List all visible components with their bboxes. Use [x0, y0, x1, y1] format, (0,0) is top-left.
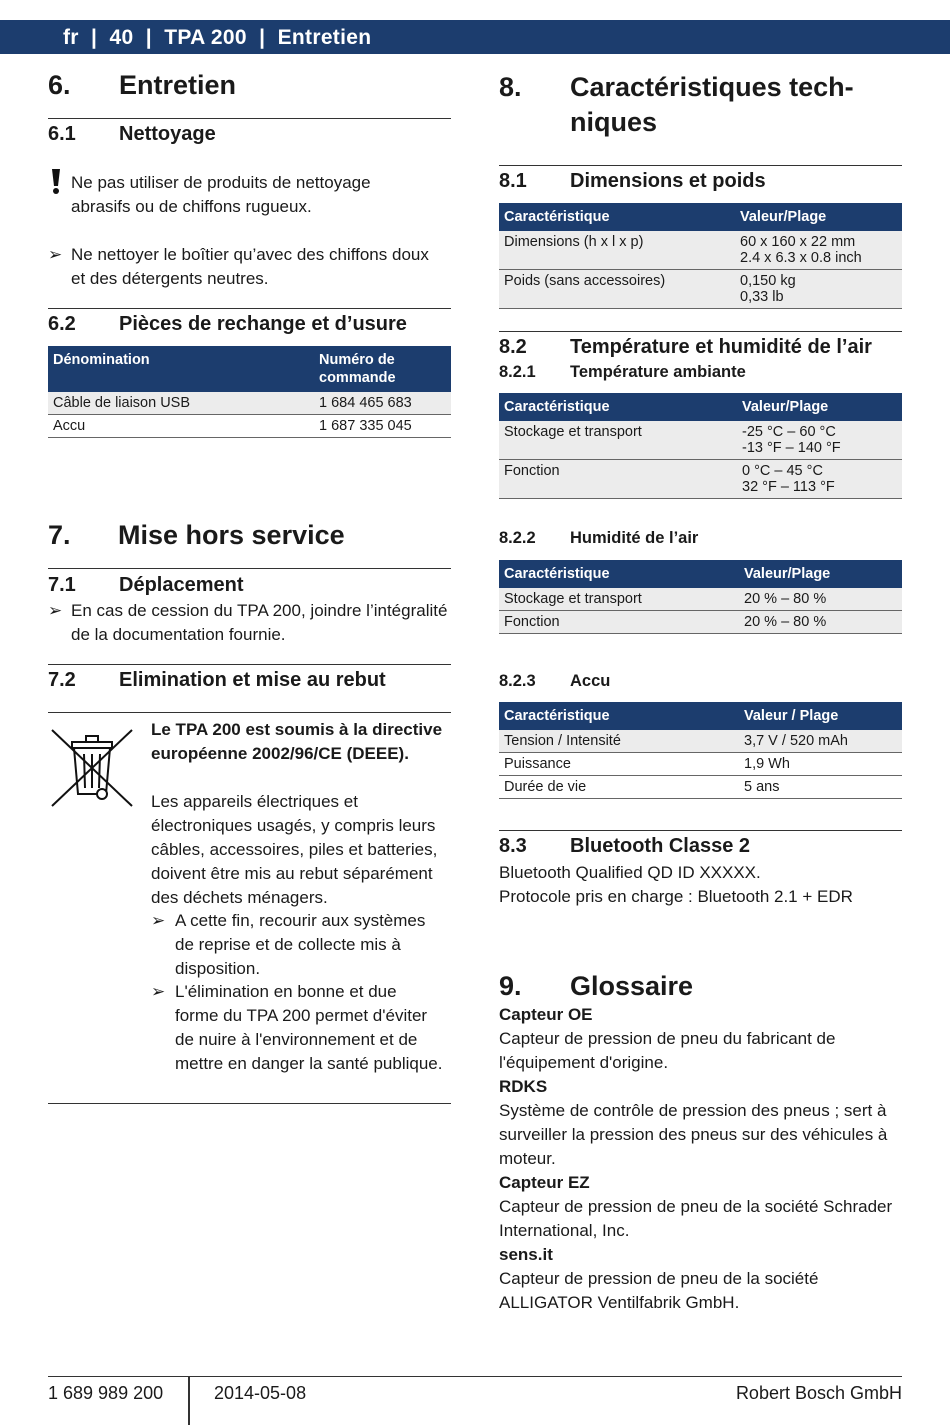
section-number: 8.2.1 [499, 363, 536, 381]
section-title: Entretien [119, 70, 237, 100]
table-header-row [499, 702, 902, 730]
bluetooth-id-text: Bluetooth Qualified QD ID XXXXX. [499, 863, 761, 882]
humidity-table [499, 560, 902, 634]
section-number: 7. [48, 520, 71, 550]
spec-value: 20 % – 80 % [739, 588, 902, 611]
weee-directive-text: Le TPA 200 est soumis à la directive européenne 2002/96/CE (DEEE). [151, 720, 443, 763]
column-header: Dénomination [48, 346, 314, 392]
part-number: 1 684 465 683 [314, 392, 451, 415]
table-header-row [499, 393, 902, 421]
crossed-bin-icon [50, 728, 134, 808]
spec-name: Stockage et transport [499, 588, 739, 611]
spec-value: 5 ans [739, 776, 902, 799]
section-8-1-heading [499, 170, 899, 193]
glossary-definition: Capteur de pression de pneu de la société ALLIGATOR Ventilfabrik GmbH. [499, 1269, 819, 1312]
divider [48, 664, 451, 665]
glossary-definition: Capteur de pression de pneu de la société Schrader International, Inc. [499, 1197, 893, 1240]
running-header [63, 20, 371, 56]
header-sep: | [91, 26, 98, 49]
section-8-3-heading [499, 835, 899, 858]
table-row [499, 611, 902, 634]
section-8-heading [499, 70, 899, 140]
glossary-term: RDKS [499, 1077, 548, 1096]
spec-value: 1,9 Wh [739, 753, 902, 776]
section-title: Elimination et mise au rebut [119, 669, 386, 691]
divider [48, 308, 451, 309]
header-product: TPA 200 [164, 26, 247, 49]
spec-name: Poids (sans accessoires) [499, 270, 735, 309]
column-header: Valeur/Plage [737, 393, 902, 421]
column-header: Valeur/Plage [735, 203, 902, 231]
spec-value-fahrenheit: -13 °F – 140 °F [742, 440, 841, 456]
section-title: Humidité de l’air [570, 529, 699, 547]
section-7-heading [48, 520, 448, 551]
footer-document-number: 1 689 989 200 [48, 1383, 164, 1403]
table-row [48, 392, 451, 415]
section-8-2-1-heading [499, 363, 899, 382]
section-title: Glossaire [570, 971, 694, 1001]
dimensions-table [499, 203, 902, 309]
divider [499, 830, 902, 831]
header-page-number: 40 [109, 26, 134, 49]
warning-text: Ne pas utiliser de produits de nettoyage abrasifs ou de chiffons rugueux. [71, 173, 371, 216]
glossary-term: Capteur EZ [499, 1173, 590, 1192]
section-title: Caractéristiques tech- [570, 72, 854, 102]
section-number: 8.1 [499, 170, 527, 192]
section-7-2-heading [48, 669, 448, 692]
spec-value: 20 % – 80 % [739, 611, 902, 634]
spec-value [737, 421, 902, 460]
divider [48, 568, 451, 569]
header-sep: | [259, 26, 266, 49]
section-number: 9. [499, 971, 522, 1001]
spare-parts-table [48, 346, 451, 438]
footer-separator [188, 1377, 190, 1425]
part-name: Câble de liaison USB [48, 392, 314, 415]
spec-name: Stockage et transport [499, 421, 737, 460]
section-8-2-2-heading [499, 529, 899, 548]
section-7-1-heading [48, 574, 448, 597]
section-title: Température ambiante [570, 363, 746, 381]
glossary-definition: Capteur de pression de pneu du fabricant de l'équipement d'origine. [499, 1029, 836, 1072]
column-header: Caractéristique [499, 393, 737, 421]
battery-table [499, 702, 902, 799]
section-title: Nettoyage [119, 123, 216, 145]
warning-icon [48, 167, 68, 197]
section-number: 8.2 [499, 336, 527, 358]
table-row [499, 730, 902, 753]
table-header-row [48, 346, 451, 392]
temperature-table [499, 393, 902, 499]
section-8-2-3-heading [499, 672, 899, 691]
column-header: Numéro de commande [314, 346, 451, 392]
table-row [499, 421, 902, 460]
part-name: Accu [48, 415, 314, 438]
section-number: 8. [499, 72, 522, 102]
spec-value-metric: 0,150 kg [740, 273, 796, 289]
section-8-2-heading [499, 336, 909, 359]
spec-name: Tension / Intensité [499, 730, 739, 753]
section-title: Accu [570, 672, 611, 690]
arrow-icon: ➢ [48, 601, 63, 620]
transfer-step: En cas de cession du TPA 200, joindre l’intégralité de la documentation fournie. [71, 601, 448, 644]
table-header-row [499, 560, 902, 588]
section-number: 8.2.2 [499, 529, 536, 547]
table-row [499, 460, 902, 499]
spec-value-imperial: 0,33 lb [740, 289, 784, 305]
spec-name: Dimensions (h x l x p) [499, 231, 735, 270]
arrow-icon: ➢ [48, 245, 63, 264]
spec-name: Fonction [499, 460, 737, 499]
table-row [48, 415, 451, 438]
glossary-term: sens.it [499, 1245, 553, 1264]
footer-rule [48, 1376, 902, 1377]
header-bar [0, 20, 950, 54]
divider [48, 1103, 451, 1104]
section-6-2-heading [48, 313, 448, 336]
header-section: Entretien [277, 26, 372, 49]
footer-date: 2014-05-08 [214, 1383, 307, 1403]
section-title: Mise hors service [118, 520, 345, 550]
section-title: Pièces de rechange et d’usure [119, 313, 407, 335]
table-row [499, 231, 902, 270]
table-row [499, 776, 902, 799]
spec-name: Puissance [499, 753, 739, 776]
spec-value [735, 231, 902, 270]
divider [48, 712, 451, 713]
column-header: Valeur/Plage [739, 560, 902, 588]
section-title-continued: niques [570, 107, 658, 137]
column-header: Caractéristique [499, 702, 739, 730]
spec-value-metric: 60 x 160 x 22 mm [740, 234, 856, 250]
cleaning-step: Ne nettoyer le boîtier qu’avec des chiffons doux et des détergents neutres. [71, 245, 429, 288]
glossary-definition: Système de contrôle de pression des pneus ; sert à surveiller la pression des pneus sur des véhicules à moteur. [499, 1101, 888, 1168]
arrow-icon: ➢ [151, 911, 166, 930]
spec-value-imperial: 2.4 x 6.3 x 0.8 inch [740, 250, 862, 266]
part-number: 1 687 335 045 [314, 415, 451, 438]
glossary-list [499, 1003, 899, 1315]
footer-company: Robert Bosch GmbH [735, 1383, 902, 1403]
spec-value-fahrenheit: 32 °F – 113 °F [742, 479, 835, 495]
section-title: Température et humidité de l’air [570, 336, 872, 358]
table-header-row [499, 203, 902, 231]
table-row [499, 753, 902, 776]
glossary-term: Capteur OE [499, 1005, 593, 1024]
spec-name: Durée de vie [499, 776, 739, 799]
column-header: Valeur / Plage [739, 702, 902, 730]
section-title: Déplacement [119, 574, 244, 596]
bluetooth-protocol-text: Protocole pris en charge : Bluetooth 2.1 + EDR [499, 887, 853, 906]
disposal-step: L'élimination en bonne et due forme du TPA 200 permet d'éviter de nuire à l'environnement et de mettre en danger la santé publique. [175, 982, 443, 1073]
section-number: 6. [48, 70, 71, 100]
disposal-step: A cette fin, recourir aux systèmes de reprise et de collecte mis à disposition. [175, 911, 426, 978]
section-number: 6.1 [48, 123, 76, 145]
spec-name: Fonction [499, 611, 739, 634]
spec-value: 3,7 V / 520 mAh [739, 730, 902, 753]
table-row [499, 270, 902, 309]
section-6-1-heading [48, 123, 448, 146]
weee-body-text: Les appareils électriques et électroniques usagés, y compris leurs câbles, accessoires, piles et batteries, doivent être mis au rebut séparément des déchets ménagers. [151, 792, 438, 907]
section-number: 8.2.3 [499, 672, 536, 690]
header-sep: | [145, 26, 152, 49]
section-6-heading [48, 70, 448, 101]
section-number: 7.2 [48, 669, 76, 691]
spec-value-celsius: 0 °C – 45 °C [742, 463, 823, 479]
header-lang: fr [63, 26, 79, 49]
spec-value [735, 270, 902, 309]
divider [48, 118, 451, 119]
section-number: 7.1 [48, 574, 76, 596]
section-number: 6.2 [48, 313, 76, 335]
divider [499, 165, 902, 166]
spec-value-celsius: -25 °C – 60 °C [742, 424, 836, 440]
table-row [499, 588, 902, 611]
section-9-heading [499, 971, 899, 1002]
arrow-icon: ➢ [151, 982, 166, 1001]
spec-value [737, 460, 902, 499]
divider [499, 331, 902, 332]
column-header: Caractéristique [499, 203, 735, 231]
section-title: Dimensions et poids [570, 170, 766, 192]
section-title: Bluetooth Classe 2 [570, 835, 751, 857]
column-header: Caractéristique [499, 560, 739, 588]
section-number: 8.3 [499, 835, 527, 857]
